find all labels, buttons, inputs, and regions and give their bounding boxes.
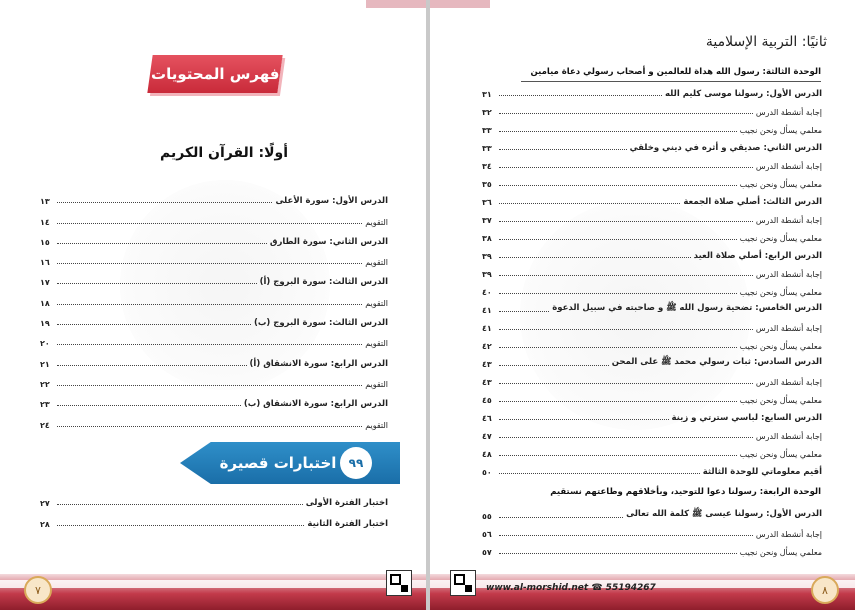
toc-entry-page: ٣٤ xyxy=(482,162,492,171)
toc-entry-page: ٢٧ xyxy=(40,499,50,509)
quiz-toc xyxy=(40,488,388,529)
toc-row[interactable] xyxy=(40,186,388,206)
toc-entry-label: الدرس الخامس: تضحية رسول الله ﷺ و صاحبته في سبيل الدعوة xyxy=(552,303,822,313)
toc-row[interactable] xyxy=(482,279,822,297)
dot-leader xyxy=(499,455,737,456)
toc-entry-page: ٤٨ xyxy=(482,450,492,459)
dot-leader xyxy=(499,365,609,366)
toc-entry-label: الدرس الرابع: سورة الانشقاق (أ) xyxy=(249,358,388,369)
unit4-toc xyxy=(482,503,822,557)
dot-leader xyxy=(499,553,737,554)
toc-row[interactable] xyxy=(482,423,822,441)
toc-entry-page: ٢١ xyxy=(40,359,50,369)
toc-entry-page: ٢٣ xyxy=(40,400,50,410)
toc-row[interactable] xyxy=(40,488,388,508)
dot-leader xyxy=(57,525,304,526)
dot-leader xyxy=(57,283,257,284)
toc-entry-page: ٣١ xyxy=(482,90,492,99)
toc-row[interactable] xyxy=(482,315,822,333)
toc-entry-label: إجابة أنشطة الدرس xyxy=(755,324,822,333)
left-page-number: ٧ xyxy=(24,576,52,604)
toc-row[interactable] xyxy=(482,189,822,207)
toc-entry-page: ٤٢ xyxy=(482,342,492,351)
dot-leader xyxy=(499,383,753,384)
toc-entry-label: معلمي يسأل ونحن نجيب xyxy=(739,126,822,135)
toc-row[interactable] xyxy=(40,267,388,287)
toc-row[interactable] xyxy=(40,308,388,328)
dot-leader xyxy=(499,95,662,96)
toc-entry-page: ٢٠ xyxy=(40,339,50,349)
dot-leader xyxy=(499,185,737,186)
toc-row[interactable] xyxy=(482,153,822,171)
toc-entry-label: التقويم xyxy=(365,298,388,308)
toc-entry-label: معلمي يسأل ونحن نجيب xyxy=(739,450,822,459)
dot-leader xyxy=(57,324,251,325)
toc-entry-label: إجابة أنشطة الدرس xyxy=(755,108,822,117)
toc-entry-page: ٥٥ xyxy=(482,512,492,521)
toc-entry-label: إجابة أنشطة الدرس xyxy=(755,162,822,171)
dot-leader xyxy=(499,535,753,536)
toc-row[interactable] xyxy=(40,287,388,307)
dot-leader xyxy=(499,347,737,348)
dot-leader xyxy=(57,344,362,345)
toc-entry-page: ٣٥ xyxy=(482,180,492,189)
toc-row[interactable] xyxy=(482,171,822,189)
website-footer[interactable]: www.al-morshid.net ☎ 55194267 xyxy=(486,583,656,593)
toc-row[interactable] xyxy=(40,348,388,368)
toc-entry-label: الدرس الرابع: سورة الانشقاق (ب) xyxy=(243,399,388,410)
left-page xyxy=(0,0,426,610)
toc-entry-label: معلمي يسأل ونحن نجيب xyxy=(739,234,822,243)
toc-row[interactable] xyxy=(482,539,822,557)
unit3-title: الوحدة الثالثة: رسول الله هداة للعالمين و أصحاب رسولي دعاة ميامين xyxy=(530,67,821,77)
unit3-toc xyxy=(482,81,822,477)
toc-entry-label: اختبار الفترة الثانية xyxy=(307,518,388,529)
dot-leader xyxy=(499,257,691,258)
toc-row[interactable] xyxy=(482,135,822,153)
toc-entry-page: ١٥ xyxy=(40,237,50,247)
toc-entry-page: ٣٨ xyxy=(482,234,492,243)
toc-entry-label: معلمي يسأل ونحن نجيب xyxy=(739,180,822,189)
toc-row[interactable] xyxy=(40,206,388,226)
toc-entry-label: الدرس الثالث: سورة البروج (ب) xyxy=(253,318,388,329)
toc-row[interactable] xyxy=(482,225,822,243)
toc-row[interactable] xyxy=(40,369,388,389)
dot-leader xyxy=(499,517,623,518)
toc-entry-label: معلمي يسأل ونحن نجيب xyxy=(739,342,822,351)
toc-entry-label: الدرس الرابع: أصلي صلاة العيد xyxy=(693,251,822,261)
dot-leader xyxy=(499,239,737,240)
toc-entry-page: ١٨ xyxy=(40,298,50,308)
toc-entry-label: إجابة أنشطة الدرس xyxy=(755,378,822,387)
dot-leader xyxy=(57,504,303,505)
toc-entry-page: ١٧ xyxy=(40,278,50,288)
toc-entry-page: ٢٤ xyxy=(40,420,50,430)
toc-entry-page: ٤٣ xyxy=(482,378,492,387)
toc-entry-label: الدرس الثاني: صديقي و أثره في ديني وخلقي xyxy=(629,143,822,153)
quiz-banner-label: اختبارات قصيرة xyxy=(219,454,337,472)
toc-entry-page: ١٦ xyxy=(40,258,50,268)
qr-code-icon[interactable] xyxy=(450,570,476,596)
dot-leader xyxy=(57,263,362,264)
dot-leader xyxy=(57,405,241,406)
toc-entry-label: الدرس الأول: رسولنا موسى كليم الله xyxy=(665,89,822,99)
dot-leader xyxy=(499,311,549,312)
dot-leader xyxy=(499,149,627,150)
quran-toc xyxy=(40,186,388,430)
toc-entry-label: الدرس الثاني: سورة الطارق xyxy=(269,236,388,247)
toc-row[interactable] xyxy=(482,441,822,459)
toc-row[interactable] xyxy=(482,459,822,477)
toc-entry-page: ٤١ xyxy=(482,324,492,333)
toc-entry-label: الدرس السادس: ثبات رسولي محمد ﷺ على المحن xyxy=(611,357,822,367)
toc-entry-page: ٢٨ xyxy=(40,519,50,529)
toc-entry-label: التقويم xyxy=(365,217,388,227)
toc-row[interactable] xyxy=(482,297,822,315)
dot-leader xyxy=(57,202,272,203)
toc-entry-page: ١٩ xyxy=(40,319,50,329)
toc-entry-label: التقويم xyxy=(365,420,388,430)
toc-entry-page: ٤٥ xyxy=(482,396,492,405)
unit4-title: الوحدة الرابعة: رسولنا دعوا للتوحيد، وبأخلاقهم وطاعتهم نستقيم xyxy=(550,487,821,497)
right-page xyxy=(430,0,855,610)
dot-leader xyxy=(57,304,362,305)
dot-leader xyxy=(499,203,680,204)
toc-entry-label: معلمي يسأل ونحن نجيب xyxy=(739,288,822,297)
toc-row[interactable] xyxy=(482,369,822,387)
dot-leader xyxy=(57,385,362,386)
toc-entry-page: ١٣ xyxy=(40,197,50,207)
toc-entry-page: ٣٢ xyxy=(482,108,492,117)
toc-entry-label: اختبار الفترة الأولى xyxy=(305,498,388,509)
toc-entry-label: الدرس الأول: سورة الأعلى xyxy=(275,196,388,207)
toc-entry-page: ٤٦ xyxy=(482,414,492,423)
toc-row[interactable] xyxy=(482,503,822,521)
dot-leader xyxy=(499,275,753,276)
toc-entry-page: ٥٠ xyxy=(482,468,492,477)
toc-row[interactable] xyxy=(482,117,822,135)
toc-entry-page: ٣٩ xyxy=(482,252,492,261)
dot-leader xyxy=(57,223,362,224)
dot-leader xyxy=(57,243,267,244)
toc-entry-label: أقيم معلوماتي للوحدة الثالثة xyxy=(702,467,822,477)
toc-entry-label: التقويم xyxy=(365,258,388,268)
toc-entry-page: ٣٩ xyxy=(482,270,492,279)
toc-entry-page: ٤٧ xyxy=(482,432,492,441)
toc-entry-label: إجابة أنشطة الدرس xyxy=(755,530,822,539)
qr-code-icon[interactable] xyxy=(386,570,412,596)
dot-leader xyxy=(499,401,737,402)
dot-leader xyxy=(499,221,753,222)
toc-entry-label: معلمي يسأل ونحن نجيب xyxy=(739,396,822,405)
toc-row[interactable] xyxy=(40,409,388,429)
toc-entry-page: ٣٦ xyxy=(482,198,492,207)
dot-leader xyxy=(57,365,247,366)
toc-entry-label: الدرس الثالث: أصلي صلاة الجمعة xyxy=(683,197,822,207)
toc-entry-page: ٥٦ xyxy=(482,530,492,539)
dot-leader xyxy=(499,293,737,294)
toc-row[interactable] xyxy=(482,405,822,423)
quran-section-title: أولًا: القرآن الكريم xyxy=(160,145,289,161)
toc-entry-page: ٢٢ xyxy=(40,379,50,389)
toc-row[interactable] xyxy=(482,81,822,99)
right-page-number: ٨ xyxy=(811,576,839,604)
toc-row[interactable] xyxy=(40,247,388,267)
quiz-banner xyxy=(180,442,400,484)
corner-decoration xyxy=(430,0,490,8)
toc-row[interactable] xyxy=(482,243,822,261)
toc-entry-label: التقويم xyxy=(365,379,388,389)
toc-entry-page: ٣٧ xyxy=(482,216,492,225)
toc-entry-page: ٥٧ xyxy=(482,548,492,557)
bottom-decoration xyxy=(0,574,426,610)
toc-row[interactable] xyxy=(482,333,822,351)
toc-row[interactable] xyxy=(482,387,822,405)
toc-entry-label: الدرس الثالث: سورة البروج (أ) xyxy=(259,277,388,288)
contents-banner-title: فهرس المحتويات xyxy=(150,65,280,83)
toc-entry-label: إجابة أنشطة الدرس xyxy=(755,270,822,279)
toc-row[interactable] xyxy=(482,261,822,279)
toc-entry-page: ٣٣ xyxy=(482,144,492,153)
toc-row[interactable] xyxy=(482,207,822,225)
toc-row[interactable] xyxy=(40,328,388,348)
toc-entry-page: ١٤ xyxy=(40,217,50,227)
islamic-section-title: ثانيًا: التربية الإسلامية xyxy=(705,34,827,50)
dot-leader xyxy=(499,167,753,168)
dot-leader xyxy=(499,131,737,132)
dot-leader xyxy=(57,426,362,427)
toc-entry-label: الدرس الأول: رسولنا عيسى ﷺ كلمة الله تعالى xyxy=(626,509,822,519)
toc-entry-label: إجابة أنشطة الدرس xyxy=(755,216,822,225)
toc-row[interactable] xyxy=(40,227,388,247)
dot-leader xyxy=(499,473,700,474)
toc-row[interactable] xyxy=(482,99,822,117)
toc-entry-page: ٣٣ xyxy=(482,126,492,135)
toc-entry-page: ٤٣ xyxy=(482,360,492,369)
dot-leader xyxy=(499,113,753,114)
toc-entry-page: ٤٠ xyxy=(482,288,492,297)
dot-leader xyxy=(499,437,753,438)
toc-entry-label: التقويم xyxy=(365,339,388,349)
toc-row[interactable] xyxy=(482,351,822,369)
contents-banner xyxy=(147,55,282,93)
toc-entry-page: ٤١ xyxy=(482,306,492,315)
dot-leader xyxy=(499,329,753,330)
toc-row[interactable] xyxy=(482,521,822,539)
toc-row[interactable] xyxy=(40,389,388,409)
corner-decoration xyxy=(366,0,426,8)
toc-entry-label: إجابة أنشطة الدرس xyxy=(755,432,822,441)
toc-row[interactable] xyxy=(40,508,388,528)
quiz-banner-page: ٩٩ xyxy=(340,447,372,479)
dot-leader xyxy=(499,419,669,420)
toc-entry-label: الدرس السابع: لباسي سترتي و زينة xyxy=(671,413,822,423)
toc-entry-label: معلمي يسأل ونحن نجيب xyxy=(739,548,822,557)
